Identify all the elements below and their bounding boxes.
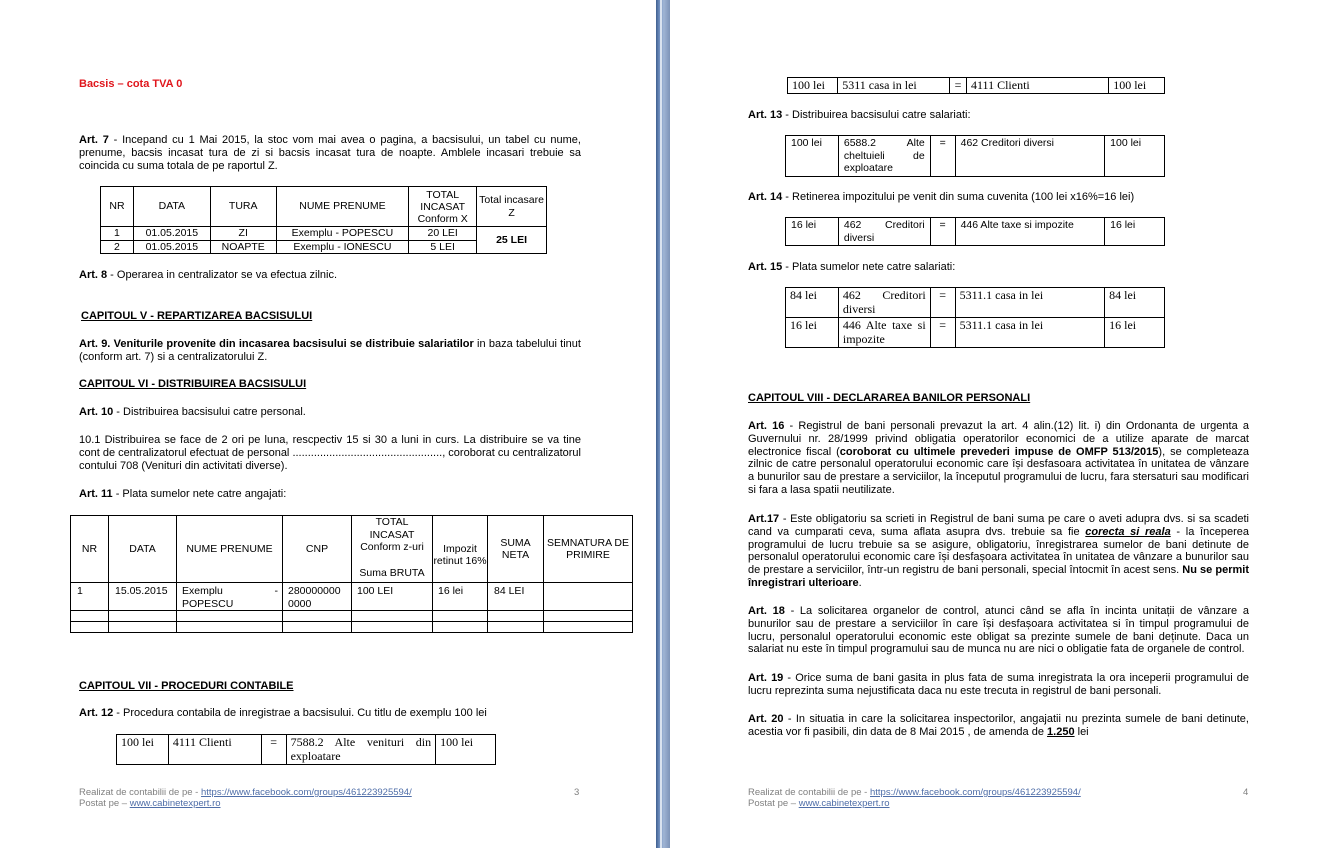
footer-text: Realizat de contabilii de pe - xyxy=(79,787,201,798)
page-title: Bacsis – cota TVA 0 xyxy=(79,78,183,90)
art8-paragraph xyxy=(79,269,581,282)
header-nr: NR xyxy=(101,187,134,227)
header-nume-prenume: NUME PRENUME xyxy=(177,516,283,583)
entry-credit-amount: 100 lei xyxy=(1105,136,1165,177)
art8-label: Art. 8 xyxy=(79,269,108,281)
art16-text: - Registrul de bani personali prevazut la art. 4 alin.(12) lit. i) din Ordonanta de urgenta a Guvernului nr. 28/1999 privind obligatia operatorilor economici de a utilize aparate de marcat electronice fiscal ( xyxy=(748,420,1249,458)
entry-debit-line2: diversi xyxy=(843,231,875,244)
entry-credit-amount: 100 lei xyxy=(1109,78,1165,94)
cell-cnp-line2: 0000 xyxy=(288,597,312,610)
cell-nume-line2: POPESCU xyxy=(182,597,234,610)
document-page-3 xyxy=(0,0,656,848)
chapter-8-heading: CAPITOUL VIII - DECLARAREA BANILOR PERSONALI xyxy=(748,392,1031,404)
payments-table xyxy=(70,515,633,633)
cell-nr: 2 xyxy=(101,240,134,254)
entry-debit-line2: cheltuieli de xyxy=(843,149,925,162)
bacsis-table xyxy=(100,186,547,254)
art17-paragraph xyxy=(748,513,1249,590)
entry-credit-account: 4111 Clienti xyxy=(966,78,1108,94)
art17-text-middle: - la începerea programului de lucru trebuie sa se asigure, obligatoriu, înregistrarea sumelor de bani detinute de personalul operatorului economic care își desfașoara activitatea în unitatea de vânzare a bunurilor sau de prestare a serviciilor, într-un registru de bani personali, special întocmit în acest sens. xyxy=(748,525,1249,577)
entry-credit-line2: exploatare xyxy=(290,749,341,763)
cell-tura: NOAPTE xyxy=(210,240,276,254)
table-row xyxy=(786,318,1165,348)
entry-debit-account xyxy=(838,288,930,318)
art20-text-end: lei xyxy=(1074,725,1089,738)
art9-bold: Veniturile provenite din incasarea bacsisului se distribuie salariatilor xyxy=(110,338,474,350)
art8-text: - Operarea in centralizator se va efectua zilnic. xyxy=(107,269,338,281)
art16-paragraph xyxy=(748,420,1249,497)
entry-credit-line1: 7588.2 Alte venituri din xyxy=(290,735,432,749)
paragraph-10-1: 10.1 Distribuirea se face de 2 ori pe luna, rescpectiv 15 si 30 a luni in curs. La distribuire se va tine cont de centralizatorul efectuat de personal ................................................., coroborat cu centralizatorul contului 708 (Venituri din activitati diverse). xyxy=(79,434,581,472)
document-page-4 xyxy=(670,0,1328,848)
page-number: 4 xyxy=(1243,787,1249,798)
entry-debit-line2: diversi xyxy=(842,302,876,316)
cell-nr: 1 xyxy=(101,227,134,241)
art12-label: Art. 12 xyxy=(79,707,114,719)
art20-label: Art. 20 xyxy=(748,713,784,725)
header-suma-bruta: Suma BRUTA xyxy=(359,566,425,579)
table-row xyxy=(786,288,1165,318)
entry-debit-amount: 16 lei xyxy=(786,218,839,246)
cell-data: 01.05.2015 xyxy=(133,227,210,241)
chapter-6-heading: CAPITOUL VI - DISTRIBUIREA BACSISULUI xyxy=(79,378,307,390)
entry-debit-line1: 462 Creditori xyxy=(842,288,926,302)
header-semnatura: SEMNATURA DE PRIMIRE xyxy=(544,516,633,583)
footer-text: Postat pe – xyxy=(79,798,130,809)
art12-paragraph xyxy=(79,707,581,720)
art17-emphasis: corecta si reala xyxy=(1085,525,1171,538)
website-link[interactable]: www.cabinetexpert.ro xyxy=(129,798,221,809)
footer-text: Postat pe – xyxy=(748,798,799,809)
entry-debit-line3: exploatare xyxy=(843,162,893,174)
entry-debit-amount: 16 lei xyxy=(786,318,839,348)
cell-semnatura xyxy=(544,583,633,611)
entry-credit-amount: 84 lei xyxy=(1105,288,1165,318)
art12-text: - Procedura contabila de inregistrae a bacsisului. Cu titlu de exemplu 100 lei xyxy=(113,707,487,719)
art19-label: Art. 19 xyxy=(748,672,784,684)
entry-debit-line1: 6588.2 Alte xyxy=(843,137,925,149)
art17-text-end: . xyxy=(858,576,862,589)
art16-bold: coroborat cu ultimele prevederi impuse de OMFP 513/2015 xyxy=(839,445,1159,458)
entry-equals: = xyxy=(930,136,955,177)
art15-label: Art. 15 xyxy=(748,261,783,273)
header-tura: TURA xyxy=(210,187,276,227)
art11-paragraph xyxy=(79,488,581,501)
entry-debit-line1: 462 Creditori xyxy=(843,219,925,231)
art7-text: - Incepand cu 1 Mai 2015, la stoc vom mai avea o pagina, a bacsisului, un tabel cu nume, prenume, bacsis incasat tura de zi si bacsis incasat tura de noapte. Amblele incasari trebuie sa coincida cu suma totala de pe raportul Z. xyxy=(79,134,581,172)
cell-nume-line1: Exemplu - xyxy=(182,585,278,597)
cell-nume: Exemplu - POPESCU xyxy=(276,227,409,241)
art10-text: - Distribuirea bacsisului catre personal. xyxy=(113,406,306,418)
art20-paragraph xyxy=(748,713,1249,739)
art18-label: Art. 18 xyxy=(748,605,785,617)
entry-debit-amount: 100 lei xyxy=(788,78,838,94)
page-footer xyxy=(748,787,1081,809)
entry-art14-table xyxy=(785,217,1165,246)
entry-debit-account: 5311 casa in lei xyxy=(838,78,950,94)
header-data: DATA xyxy=(109,516,177,583)
header-total-z: Total incasare Z xyxy=(477,187,547,227)
art7-label: Art. 7 xyxy=(79,134,109,146)
entry-debit-account xyxy=(838,136,930,177)
page-footer xyxy=(79,787,412,809)
entry-credit-amount: 16 lei xyxy=(1105,318,1165,348)
art19-text: - Orice suma de bani gasita in plus fata de suma inregistrata la ora inceperii programului de lucru reprezinta suma nejustificata daca nu este trecuta in registrul de bani personali. xyxy=(748,672,1249,697)
header-suma-neta: SUMA NETA xyxy=(488,516,544,583)
art15-paragraph xyxy=(748,261,1249,274)
entry-credit-account: 5311.1 casa in lei xyxy=(955,318,1105,348)
art14-text: - Retinerea impozitului pe venit din suma cuvenita (100 lei x16%=16 lei) xyxy=(782,191,1135,203)
header-nr: NR xyxy=(71,516,109,583)
entry-equals: = xyxy=(930,288,955,318)
entry-art13-table xyxy=(785,135,1165,177)
facebook-link[interactable]: https://www.facebook.com/groups/461223925594/ xyxy=(870,787,1081,798)
art17-bold: Nu se permit înregistrari ulterioare xyxy=(748,564,1249,589)
art19-paragraph xyxy=(748,672,1249,698)
fine-amount: 1.250 xyxy=(1047,725,1075,738)
cell-data: 01.05.2015 xyxy=(133,240,210,254)
art16-text-end: ), se completeaza zilnic de catre personalul operatorului economic care își desfasoara activitatea în unitatea de vânzare a bunurilor sau de prestare a serviciilor, la începutul programului de lucru, fara stersaturi sau modificari si fara a lasa spatii neutilizate. xyxy=(748,445,1249,496)
cell-cnp-line1: 280000000 xyxy=(288,585,341,597)
art11-label: Art. 11 xyxy=(79,488,113,500)
website-link[interactable]: www.cabinetexpert.ro xyxy=(798,798,890,809)
entry-top-table xyxy=(787,77,1165,94)
entry-equals: = xyxy=(930,218,955,246)
cell-neta: 84 LEI xyxy=(488,583,544,611)
entry-art15-table xyxy=(785,287,1165,348)
entry-debit-amount: 100 lei xyxy=(786,136,839,177)
chapter-7-heading: CAPITOUL VII - PROCEDURI CONTABILE xyxy=(79,680,294,692)
art9-paragraph xyxy=(79,338,581,364)
entry-credit-amount: 16 lei xyxy=(1105,218,1165,246)
art11-text: - Plata sumelor nete catre angajati: xyxy=(112,488,287,500)
entry-credit-amount: 100 lei xyxy=(436,735,496,765)
cell-total: 100 LEI xyxy=(352,583,433,611)
art18-paragraph xyxy=(748,605,1249,656)
entry-equals: = xyxy=(950,78,967,94)
art13-text: - Distribuirea bacsisului catre salariati: xyxy=(782,109,971,121)
art13-label: Art. 13 xyxy=(748,109,783,121)
entry-credit-account xyxy=(286,735,436,765)
entry-debit-account: 4111 Clienti xyxy=(168,735,261,765)
header-data: DATA xyxy=(133,187,210,227)
art17-text: - Este obligatoriu sa scrieti in Registrul de bani suma pe care o aveti adupra dvs. si sa scadeti cand va cumparati ceva, suma aflata asupra dvs. trebuie sa fie xyxy=(748,513,1249,538)
entry-equals: = xyxy=(261,735,286,765)
entry-credit-account: 5311.1 casa in lei xyxy=(955,288,1105,318)
art14-paragraph xyxy=(748,191,1249,204)
art13-paragraph xyxy=(748,109,1249,122)
entry-debit-line1: 446 Alte taxe si xyxy=(842,318,926,332)
entry-debit-amount: 100 lei xyxy=(117,735,169,765)
page-separator xyxy=(656,0,670,848)
facebook-link[interactable]: https://www.facebook.com/groups/461223925594/ xyxy=(201,787,412,798)
cell-total: 5 LEI xyxy=(409,240,477,254)
entry-debit-amount: 84 lei xyxy=(786,288,839,318)
header-total-incasat: TOTAL INCASAT Conform X xyxy=(409,187,477,227)
art10-label: Art. 10 xyxy=(79,406,114,418)
art20-text: - In situatia in care la solicitarea inspectorilor, angajatii nu prezinta sumele de bani detinute, acestia vor fi pasibili, din data de 8 Mai 2015 , de amenda de xyxy=(748,713,1249,738)
art17-label: Art.17 xyxy=(748,513,780,525)
art16-label: Art. 16 xyxy=(748,420,785,432)
cell-cnp xyxy=(283,583,352,611)
header-nume-prenume: NUME PRENUME xyxy=(276,187,409,227)
entry-debit-account xyxy=(838,318,930,348)
table-row xyxy=(71,611,633,622)
cell-nume xyxy=(177,583,283,611)
table-row xyxy=(71,583,633,611)
cell-tura: ZI xyxy=(210,227,276,241)
art10-paragraph xyxy=(79,406,581,419)
cell-data: 15.05.2015 xyxy=(109,583,177,611)
cell-nr: 1 xyxy=(71,583,109,611)
header-cnp: CNP xyxy=(283,516,352,583)
cell-impozit: 16 lei xyxy=(433,583,488,611)
art14-label: Art. 14 xyxy=(748,191,783,203)
footer-text: Realizat de contabilii de pe - xyxy=(748,787,870,798)
header-impozit: Impozit retinut 16% xyxy=(433,516,488,583)
chapter-5-heading: CAPITOUL V - REPARTIZAREA BACSISULUI xyxy=(81,310,313,322)
art9-text: in baza tabelului tinut (conform art. 7) si a centralizatorului Z. xyxy=(79,338,581,363)
cell-total-z: 25 LEI xyxy=(477,227,547,254)
cell-total: 20 LEI xyxy=(409,227,477,241)
entry-credit-account: 446 Alte taxe si impozite xyxy=(955,218,1105,246)
entry-art12-table xyxy=(116,734,496,765)
entry-debit-account xyxy=(838,218,930,246)
table-row xyxy=(71,622,633,633)
entry-credit-account: 462 Creditori diversi xyxy=(955,136,1105,177)
entry-equals: = xyxy=(930,318,955,348)
page-number: 3 xyxy=(574,787,580,798)
art15-text: - Plata sumelor nete catre salariati: xyxy=(782,261,956,273)
entry-debit-line2: impozite xyxy=(842,332,885,346)
art9-label: Art. 9. xyxy=(79,338,111,350)
header-total-incasat xyxy=(352,516,433,583)
art18-text: - La solicitarea organelor de control, atunci când se afla în incinta unitații de vânzare a bunurilor sau de prestare a serviciilor în care își desfașoara activitatea si în timpul programului de lucru, personalul operatorului economic este obligat sa prezinte sumele de bani deținute. Daca un salariat nu este în timpul programului sau de munca nu are nici o obligatie fata de organele de control. xyxy=(748,605,1249,656)
header-total-incasat-label: TOTAL INCASAT Conform z-uri xyxy=(360,516,424,553)
art7-paragraph xyxy=(79,134,581,172)
cell-nume: Exemplu - IONESCU xyxy=(276,240,409,254)
table-row xyxy=(101,227,547,241)
